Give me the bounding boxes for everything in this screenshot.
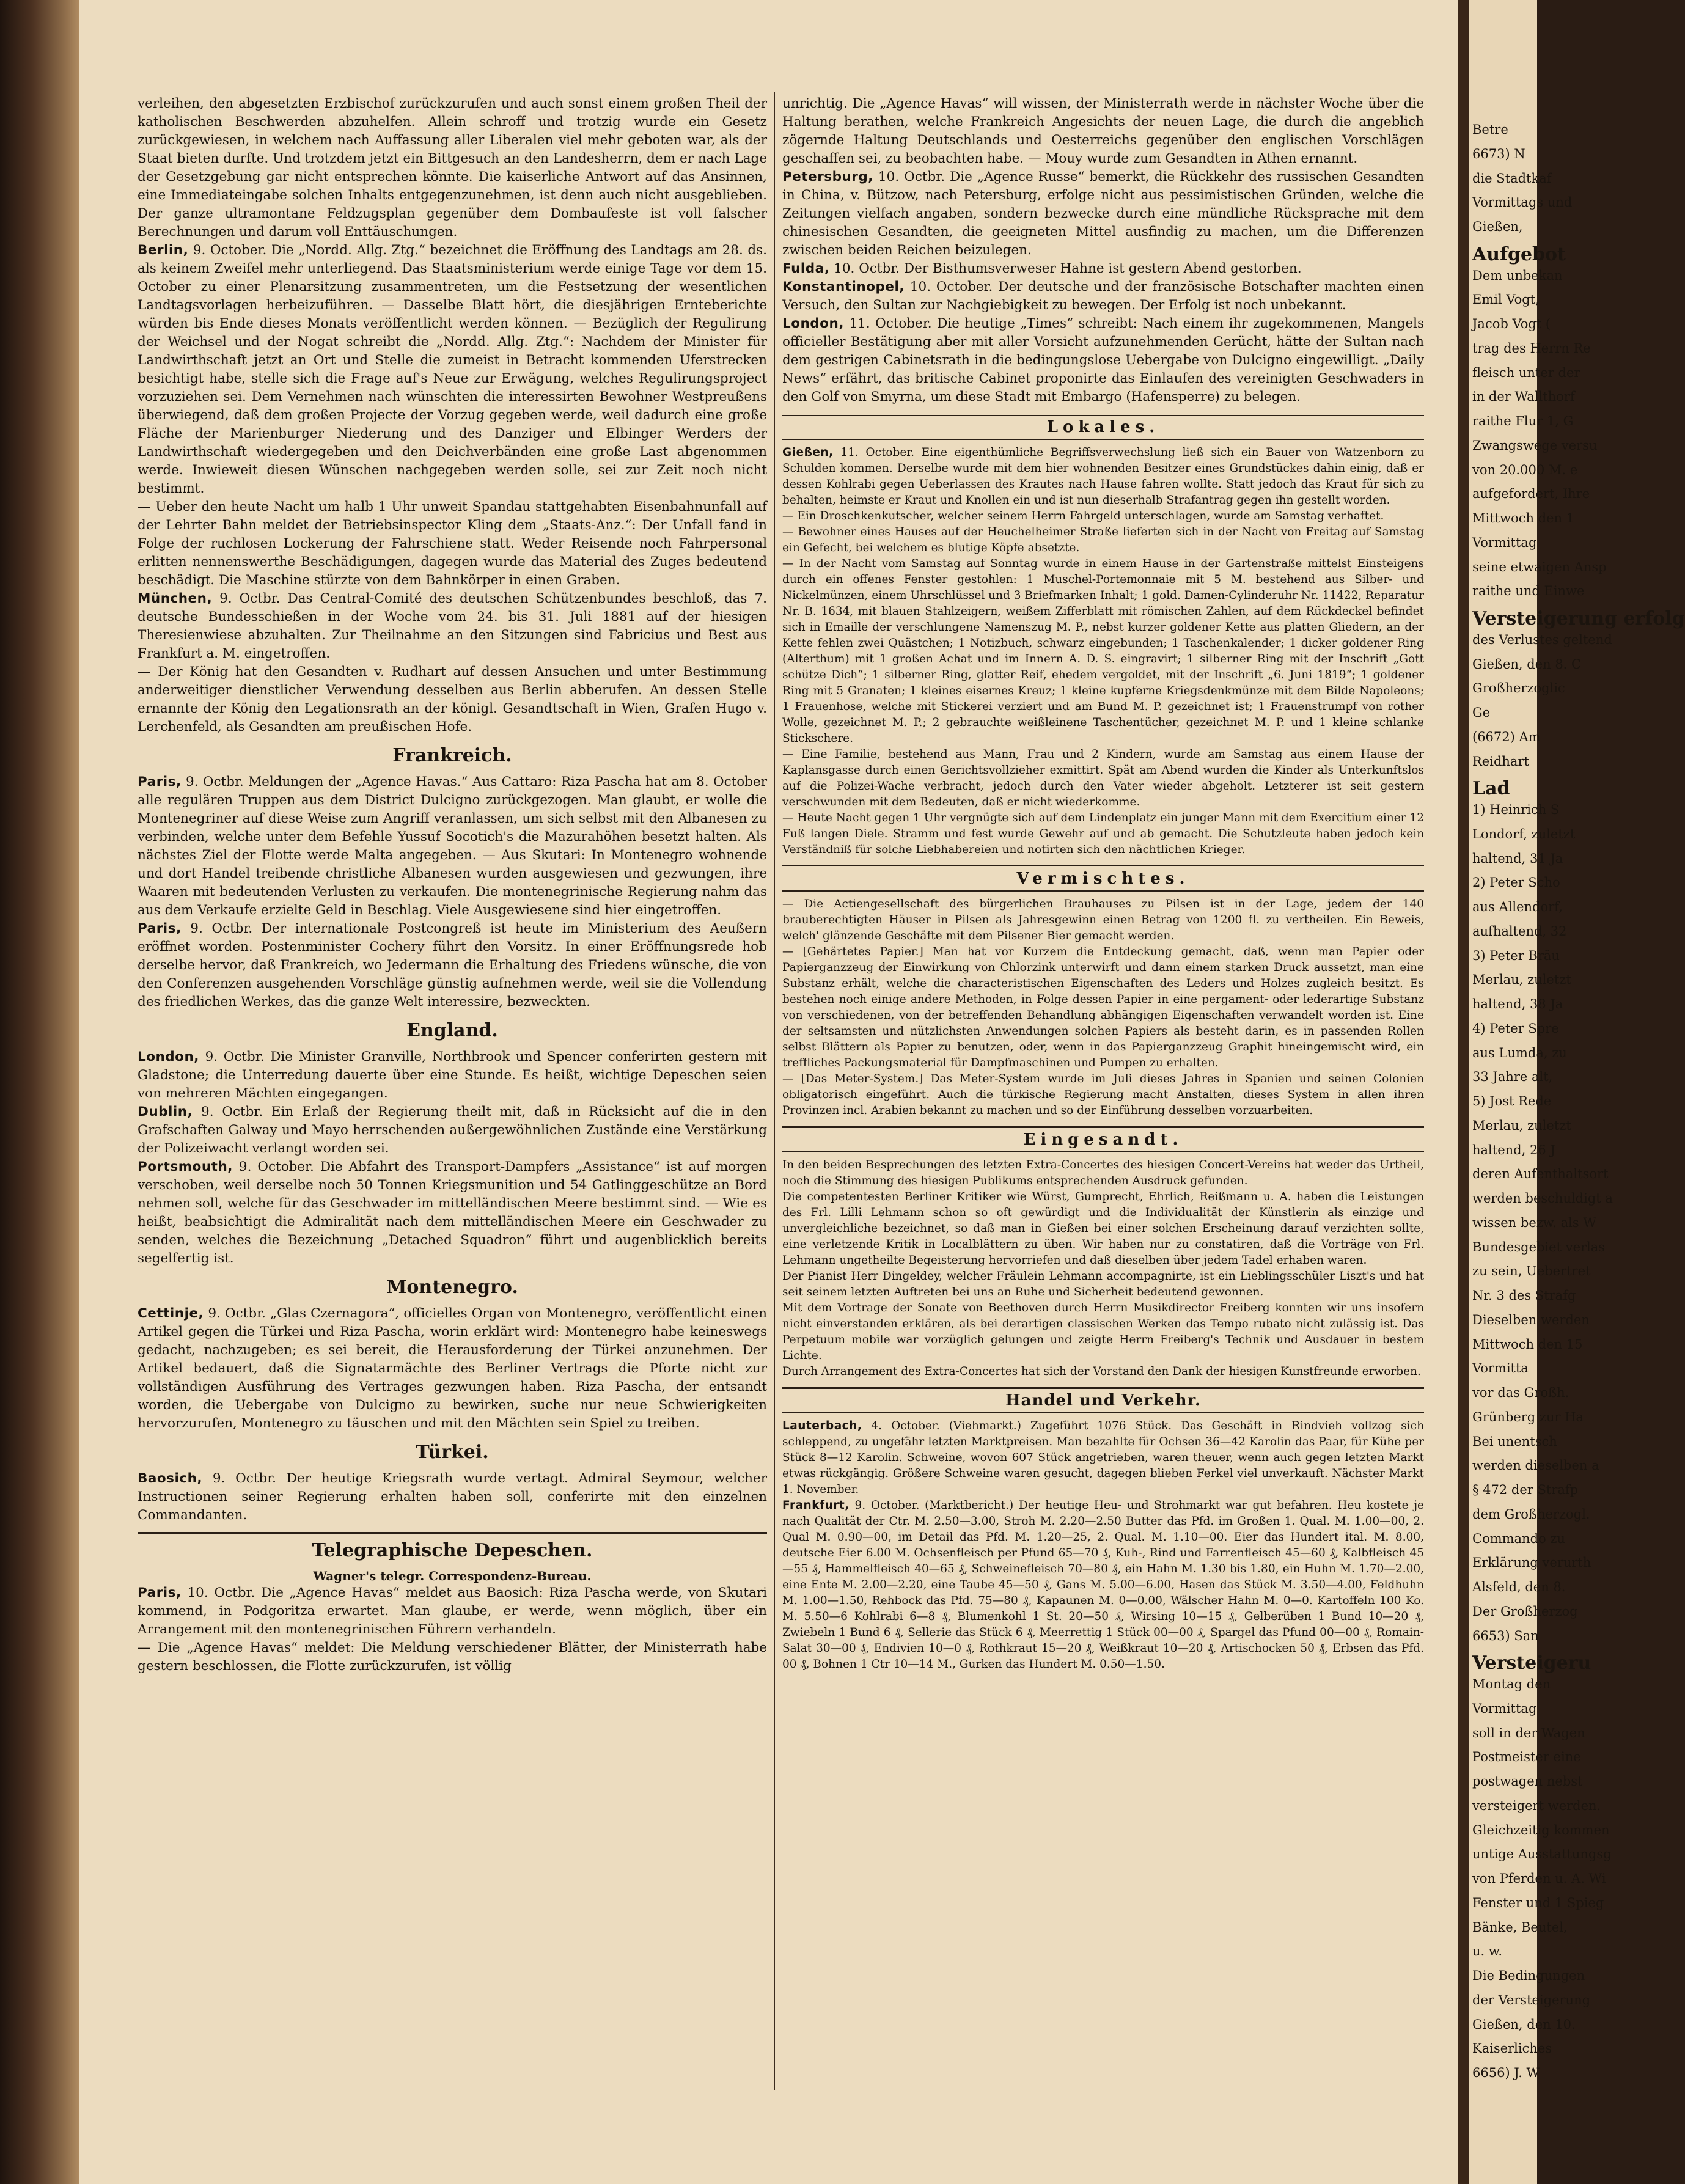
adjacent-page-fragment: Versteigerung erfolg — [1472, 608, 1685, 629]
book-binding — [0, 0, 79, 2184]
dateline-giessen: Gießen, — [782, 446, 834, 459]
section-heading-england: England. — [406, 1020, 498, 1041]
adjacent-page-fragment: Mittwoch den 1 — [1472, 511, 1575, 526]
lauterbach-text: 4. October. (Viehmarkt.) Zugeführt 1076 Stück. Das Geschäft in Rindvieh vollzog sich schleppend, zu ungefähr letzten Marktpreisen. Man bezahlte für Ochsen 36—42 Karolin das Paar, für Kühe per Stück 8—12 Karolin. Schweine, wovon 607 Stück angetrieben, waren theuer, wenn auch gegen letzten Markt etwas rückgängig. Größere Schweine waren gesucht, dagegen blieben Ferkel viel unverkauft. Nächster Markt 1. November. — [782, 1420, 1424, 1496]
dateline-fulda: Fulda, — [782, 261, 830, 276]
adjacent-page-fragment: 33 Jahre alt, — [1472, 1069, 1553, 1084]
adjacent-page-fragment: zu sein, Uebertret — [1472, 1264, 1591, 1278]
adjacent-page-fragment: raithe und Einwe — [1472, 584, 1585, 598]
adjacent-page-fragment: 6673) N — [1472, 147, 1525, 161]
vermischtes-section — [782, 896, 1424, 1119]
intro-paragraph: verleihen, den abgesetzten Erzbischof zurückzurufen und auch sonst einem großen Theil der katholischen Beschwerden abzuhelfen. Allein schroff und trotzig wurde ein Gesetz zurückgewiesen, in welchem nach Auffassung aller Liberalen viel mehr geboten war, als der Staat bieten durfte. Und trotzdem jetzt ein Bittgesuch an den Landesherrn, dem er nach Lage der Gesetzgebung gar nicht entsprechen könnte. Die kaiserliche Antwort auf das Ansinnen, eine Immediateingabe solchen Inhalts entgegenzunehmen, ist denn auch nicht ausgeblieben. Der ganze ultramontane Feldzugsplan gegenüber dem Dombaufeste ist voll falscher Berechnungen und darum voll Enttäuschungen. — [138, 96, 767, 240]
muenchen-text: 9. Octbr. Das Central-Comité des deutschen Schützenbundes beschloß, das 7. deutsche Bundesschießen in der Woche vom 24. bis 31. Juli 1881 auf der hiesigen Theresienwiese abzuhalten. Zur Theilnahme an den Sitzungen sind Fabricius und Best aus Frankfurt a. M. eingetroffen. — [138, 591, 767, 661]
adjacent-page-fragment: haltend, 26 J — [1472, 1143, 1555, 1157]
adjacent-page-fragment: Grünberg zur Ha — [1472, 1410, 1584, 1424]
adjacent-page-fragment: Commando zu — [1472, 1531, 1565, 1546]
lokales-item: — Ein Droschkenkutscher, welcher seinem Herrn Fahrgeld unterschlagen, wurde am Samstag verhaftet. — [782, 510, 1384, 522]
adjacent-page-fragment: Vormittags und — [1472, 195, 1573, 210]
adjacent-page-fragment: Gleichzeitig kommen — [1472, 1823, 1610, 1838]
news-item-paris-1 — [138, 773, 767, 920]
adjacent-page-fragment: deren Aufenthaltsort — [1472, 1167, 1609, 1181]
adjacent-page-fragment: fleisch unter der — [1472, 365, 1580, 380]
petersburg-text: 10. Octbr. Die „Agence Russe“ bemerkt, die Rückkehr des russischen Gesandten in China, v. Bützow, nach Petersburg, erfolge nicht aus pessimistischen Gründen, welche die Zeitungen vielfach angaben, sondern bezwecke durch eine mündliche Rücksprache mit dem chinesischen Gesandten, die geeigneten Mittel ausfindig zu machen, um die Differenzen zwischen beiden Reichen beizulegen. — [782, 169, 1424, 258]
london-1-text: 9. Octbr. Die Minister Granville, Northbrook und Spencer conferirten gestern mit Gladstone; die Unterredung dauerte über eine Stunde. Es heißt, wichtige Depeschen seien von mehreren Mächten eingegangen. — [138, 1049, 768, 1101]
adjacent-page-fragment: Lad — [1472, 778, 1510, 799]
adjacent-page-fragment: Bundesgebiet verlas — [1472, 1240, 1606, 1255]
dateline-london-2: London, — [782, 316, 844, 331]
adjacent-page-fragment: trag des Herrn Re — [1472, 341, 1591, 356]
adjacent-page-fragment: 5) Jost Rede — [1472, 1094, 1552, 1108]
adjacent-page-fragment: Merlau, zuletzt — [1472, 1118, 1571, 1133]
news-item-konstantinopel — [782, 278, 1424, 315]
column-divider — [774, 92, 775, 2090]
adjacent-page-fragment: Montag den — [1472, 1677, 1551, 1691]
news-item-cettinje — [138, 1305, 767, 1433]
adjacent-page-fragment: Emil Vogt, — [1472, 292, 1540, 307]
adjacent-page-fragment: soll in der Wagen — [1472, 1726, 1585, 1740]
paris-2-text: 9. Octbr. Der internationale Postcongreß ist heute im Ministerium des Aeußern eröffnet worden. Postenminister Cochery führt den Vorsitz. In einer Eröffnungsrede hob derselbe hervor, daß Frankreich, wo Jedermann die Erhaltung des Friedens wünsche, die von den Conferenzen ausgehenden Vorschläge günstig aufnehmen werde, weil sie die Vollendung des friedlichen Werkes, das die ganze Welt interessire, bezweckten. — [138, 921, 767, 1010]
news-item-spandau: — Ueber den heute Nacht um halb 1 Uhr unweit Spandau stattgehabten Eisenbahnunfall auf der Lehrter Bahn meldet der Betriebsinspector Kling dem „Staats-Anz.“: Der Unfall fand in Folge der ruchlosen Lockerung der Fahrschiene statt. Weder Reisende noch Fahrpersonal erlitten nennenswerthe Beschädigungen, dagegen wurde das Material des Zuges bedeutend beschädigt. Die Maschine stürzte von dem Bahnkörper in einen Graben. — [138, 499, 767, 588]
paris-3-text: 10. Octbr. Die „Agence Havas“ meldet aus Baosich: Riza Pascha werde, von Skutari kommend, in Podgoritza erwartet. Man glaube, er werde, wenn möglich, über ein Arrangement mit den montenegrinischen Führern verhandeln. — [138, 1585, 767, 1637]
handel-section — [782, 1418, 1424, 1673]
adjacent-page-fragment: Gießen, — [1472, 219, 1523, 234]
adjacent-page-fragment: dem Großherzogl. — [1472, 1507, 1590, 1522]
eingesandt-paragraph: Durch Arrangement des Extra-Concertes hat sich der Vorstand den Dank der hiesigen Kunstfreunde erworben. — [782, 1365, 1421, 1378]
dateline-berlin: Berlin, — [138, 243, 189, 258]
news-item-paris-2 — [138, 920, 767, 1011]
right-column — [782, 95, 1424, 1673]
adjacent-page-fragment: Nr. 3 des Strafg — [1472, 1288, 1576, 1303]
dateline-konstantinopel: Konstantinopel, — [782, 279, 905, 295]
adjacent-page-fragment: Bänke, Beutel, — [1472, 1920, 1568, 1935]
adjacent-page-fragment: werden dieselben a — [1472, 1458, 1599, 1473]
portsmouth-text: 9. October. Die Abfahrt des Transport-Dampfers „Assistance“ ist auf morgen verschoben, weil derselbe noch 50 Tonnen Kriegsmunition und 54 Gatlinggeschütze an Bord nehmen soll, welche für das Geschwader im mittelländischen Meere bestimmt sind. — Wie es heißt, beabsichtigt die Admiralität nach dem mittelländischen Meere ein Geschwader zu senden, welches die Bezeichnung „Detached Squadron“ führt und augenblicklich bereits segelfertig ist. — [138, 1159, 767, 1266]
adjacent-page-fragment: Gießen, den 8. C — [1472, 657, 1582, 672]
dateline-frankfurt: Frankfurt, — [782, 1499, 850, 1512]
adjacent-page-fragment: aufgefordert, Ihre — [1472, 486, 1590, 501]
adjacent-page-fragment: Der Großherzog — [1472, 1604, 1578, 1619]
news-item-baosich — [138, 1470, 767, 1525]
adjacent-page-fragment: Londorf, zuletzt — [1472, 827, 1576, 841]
dateline-dublin: Dublin, — [138, 1104, 193, 1119]
london-2-text: 11. October. Die heutige „Times“ schreibt: Nach einem ihr zugekommenen, Mangels officieller Bestätigung aber mit aller Vorsicht aufzunehmenden Gerücht, hätte der Sultan nach dem gestrigen Cabinetsrath in die bedingungslose Uebergabe von Dulcigno eingewilligt. „Daily News“ erfährt, das britische Cabinet proponirte das Einlaufen des vereinigten Geschwaders in den Golf von Smyrna, um diese Stadt mit Embargo (Hafensperre) zu belegen. — [782, 316, 1424, 405]
adjacent-page-fragment: postwagen nebst — [1472, 1774, 1583, 1789]
adjacent-page-fragment: vor das Großh. — [1472, 1385, 1569, 1400]
news-item-dublin — [138, 1103, 767, 1158]
adjacent-page-fragment: Reidhart — [1472, 754, 1529, 769]
vermischtes-item: — [Gehärtetes Papier.] Man hat vor Kurzem die Entdeckung gemacht, daß, wenn man Papier oder Papierganzzeug der Einwirkung von Chlorzink unterwirft und dann einem starken Druck aussetzt, man eine Substanz erhält, welche die characteristischen Eigenschaften des Leders und Holzes zugleich besitzt. Es bestehen noch einige andere Methoden, in Folge dessen Papier in eine pergament- oder lederartige Substanz von verschiedenen, von der betreffenden Behandlung abhängigen Eigenschaften verwandelt worden ist. Eine der seltsamsten und nützlichsten Anwendungen solchen Papiers als besteht darin, es in passenden Rollen selbst Blättern als Papier zu benutzen, oder, wenn in das Papierganzzeug Graphit hineingemischt wird, ein treffliches Packungsmaterial für Dampfmaschinen und Pumpen zu erhalten. — [782, 945, 1424, 1069]
news-item-london-2 — [782, 315, 1424, 406]
adjacent-page-fragment: der Versteigerung — [1472, 1993, 1591, 2007]
vermischtes-item: — Die Actiengesellschaft des bürgerlichen Brauhauses zu Pilsen ist in der Lage, jedem der 140 brauberechtigten Häuser in Pilsen als Jahresgewinn einen Betrag von 1200 fl. zu vertheilen. Ein Beweis, welch' glänzende Geschäfte mit dem Pilsener Bier gemacht werden. — [782, 898, 1424, 942]
adjacent-page-fragment: haltend, 38 Ja — [1472, 997, 1563, 1011]
berlin-text: 9. October. Die „Nordd. Allg. Ztg.“ bezeichnet die Eröffnung des Landtags am 28. ds. als keinem Zweifel mehr unterliegend. Das Staatsministerium werde einige Tage vor dem 15. October zu einer Plenarsitzung zusammentreten, um die Festsetzung der wesentlichen Landtagsvorlagen herbeizuführen. — Dasselbe Blatt hört, die diesjährigen Ernteberichte würden bis Ende dieses Monats veröffentlicht werden können. — Bezüglich der Regulirung der Weichsel und der Nogat schreibt die „Nordd. Allg. Ztg.“: Nachdem der Minister für Landwirthschaft jetzt an Ort und Stelle die zumeist in Betracht kommenden Uferstrecken besichtigt habe, stelle sich die Frage auf's Neue zur Erwägung, welches Regulirungsproject vorzuziehen sei. Dem Vernehmen nach wünschten die interessirten Bewohner Westpreußens überwiegend, daß dem großen Projecte der Vorzug gegeben werde, weil dadurch eine große Fläche der Marienburger Niederung und des Danziger und Elbinger Werders der Landwirthschaft wiedergegeben und den Deichverbänden eine große Last abgenommen werde. Inwieweit diesen Wünschen nachgegeben werden solle, sei zur Zeit noch nicht bestimmt. — [138, 243, 767, 496]
news-item-koenig: — Der König hat den Gesandten v. Rudhart auf dessen Ansuchen und unter Bestimmung anderweitiger dienstlicher Verwendung desselben aus Berlin abberufen. An dessen Stelle ernannte der König den Legationsrath an der königl. Gesandtschaft in Wien, Grafen Hugo v. Lerchenfeld, als Gesandten am preußischen Hofe. — [138, 664, 767, 735]
adjacent-page-fragment: untige Ausstattungsg — [1472, 1847, 1612, 1861]
frankfurt-text: 9. October. (Marktbericht.) Der heutige Heu- und Strohmarkt war gut befahren. Heu kostete je nach Qualität der Ctr. M. 2.50—3.00, Stroh M. 2.20—2.50 Butter das Pfd. im Großen 1. Qual. M. 1.00—00, 2. Qual M. 0.90—00, im Detail das Pfd. M. 1.20—25, 2. Qual. M. 1.10—00. Eier das Hundert ital. M. 8.00, deutsche Eier 6.00 M. Ochsenfleisch per Pfund 65—70 ₰, Kuh-, Rind und Farrenfleisch 45—60 ₰, Kalbfleisch 45—55 ₰, Hammelfleisch 40—65 ₰, Schweinefleisch 70—80 ₰, ein Hahn M. 1.30 bis 1.80, ein Huhn M. 1.70—2.00, eine Ente M. 2.00—2.20, eine Taube 45—50 ₰, Gans M. 5.00—6.00, Hasen das Stück M. 3.50—4.00, Feldhuhn M. 1.00—1.50, Rehbock das Pfd. 75—80 ₰, Kapaunen M. 0—0.00, Wälscher Hahn M. 0—0. Kartoffeln 100 Ko. M. 5.50—6 Kohlrabi 6—8 ₰, Blumenkohl 1 St. 20—50 ₰, Wirsing 10—15 ₰, Gelberüben 1 Bund 10—20 ₰, Zwiebeln 1 Bund 6 ₰, Sellerie das Stück 6 ₰, Meerrettig 1 Stück 00—00 ₰, Spargel das Pfund 00—00 ₰, Romain-Salat 30—00 ₰, Endivien 10—0 ₰, Rothkraut 15—20 ₰, Weißkraut 10—20 ₰, Artischocken 50 ₰, Erbsen das Pfd. 00 ₰, Bohnen 1 Ctr 10—14 M., Gurken das Hundert M. 0.50—1.50. — [782, 1499, 1424, 1671]
adjacent-page-fragment: aus Allendorf, — [1472, 900, 1563, 914]
adjacent-page-fragment: Betre — [1472, 122, 1508, 137]
adjacent-page-fragment: von 20.000 M. e — [1472, 463, 1578, 477]
eingesandt-section — [782, 1157, 1424, 1380]
adjacent-page-fragment: Postmeister eine — [1472, 1750, 1581, 1764]
dateline-paris-1: Paris, — [138, 774, 182, 790]
dateline-baosich: Baosich, — [138, 1471, 203, 1486]
news-item-muenchen — [138, 590, 767, 663]
adjacent-page-edge — [1469, 0, 1685, 2184]
adjacent-page-fragment: 1) Heinrich S — [1472, 802, 1560, 817]
eingesandt-paragraph: In den beiden Besprechungen des letzten Extra-Concertes des hiesigen Concert-Vereins hat weder das Urtheil, noch die Stimmung des hiesigen Publikums entsprechenden Ausdruck gefunden. — [782, 1159, 1424, 1187]
adjacent-page-fragment: Mittwoch den 15 — [1472, 1337, 1583, 1352]
dateline-london-1: London, — [138, 1049, 199, 1065]
page-gutter — [1458, 0, 1469, 2184]
adjacent-page-fragment: Ge — [1472, 705, 1491, 720]
adjacent-page-fragment: seine etwaigen Ansp — [1472, 560, 1607, 574]
adjacent-page-fragment: raithe Flur 1, G — [1472, 414, 1574, 428]
adjacent-page-fragment: Alsfeld, den 8. — [1472, 1580, 1566, 1594]
adjacent-page-fragment: § 472 der Strafp — [1472, 1482, 1579, 1497]
fulda-text: 10. Octbr. Der Bisthumsverweser Hahne ist gestern Abend gestorben. — [834, 261, 1302, 276]
adjacent-page-fragment: in der Wallthorf — [1472, 389, 1575, 404]
adjacent-page-fragment: versteigert werden. — [1472, 1798, 1601, 1813]
dateline-cettinje: Cettinje, — [138, 1306, 204, 1321]
baosich-text: 9. Octbr. Der heutige Kriegsrath wurde vertagt. Admiral Seymour, welcher Instructionen seiner Regierung erhalten haben soll, conferirte mit den einzelnen Commandanten. — [138, 1471, 767, 1523]
adjacent-page-fragment: des Verlustes geltend — [1472, 632, 1612, 647]
section-heading-lokales: Lokales. — [782, 414, 1424, 440]
lokales-item: — Eine Familie, bestehend aus Mann, Frau und 2 Kindern, wurde am Samstag aus einem Hause der Kaplansgasse durch einen Gerichtsvollzieher exmittirt. Spät am Abend wurden die Kinder als Unterkunftslos auf die Polizei-Wache verbracht, jedoch durch den Vater wieder abgeholt. Letzterer ist seit gestern verschwunden mit dem Bedeuten, daß er nicht wiederkomme. — [782, 748, 1424, 808]
eingesandt-paragraph: Die competentesten Berliner Kritiker wie Würst, Gumprecht, Ehrlich, Reißmann u. A. haben die Leistungen des Frl. Lilli Lehmann schon so oft gewürdigt und die Individualität der Künstlerin als einzige und unvergleichliche bezeichnet, so daß man in Gießen bei einer solchen Erscheinung darauf verzichten sollte, eine verletzende Kritik in Localblättern zu üben. Wir haben nur zu constatiren, daß die Vorträge von Frl. Lehmann ungetheilte Begeisterung hervorriefen und daß dieselben über jedem Tadel erhaben waren. — [782, 1190, 1424, 1267]
section-heading-frankreich: Frankreich. — [392, 745, 512, 766]
vermischtes-item: — [Das Meter-System.] Das Meter-System wurde im Juli dieses Jahres in Spanien und seinen Colonien obligatorisch eingeführt. Auch die türkische Regierung macht Anstalten, dieses System in allen ihren Provinzen incl. Arabien bekannt zu machen und so der Einführung desselben vorzuarbeiten. — [782, 1072, 1424, 1117]
adjacent-page-fragment: 2) Peter Scho — [1472, 875, 1560, 890]
adjacent-page-fragment: Die Bedingungen — [1472, 1968, 1585, 1983]
news-item-lauterbach — [782, 1418, 1424, 1498]
news-item-petersburg — [782, 168, 1424, 260]
adjacent-page-fragment: Zwangswege versu — [1472, 438, 1598, 453]
konstantinopel-text: 10. October. Der deutsche und der französische Botschafter machten einen Versuch, den Sultan zur Nachgiebigkeit zu bewegen. Der Erfolg ist noch unbekannt. — [782, 279, 1424, 313]
news-item-frankfurt — [782, 1498, 1424, 1673]
adjacent-page-fragment: werden beschuldigt a — [1472, 1191, 1613, 1206]
adjacent-page-fragment: aufhaltend, 32 — [1472, 924, 1567, 939]
lokales-item: — In der Nacht vom Samstag auf Sonntag wurde in einem Hause in der Gartenstraße mittelst Einsteigens durch ein offenes Fenster gestohlen: 1 Muschel-Portemonnaie mit 5 M. bestehend aus Silber- und Nickelmünzen, einem Uhrschlüssel und 3 Briefmarken Inhalt; 1 gold. Damen-Cylinderuhr Nr. 11422, Reparatur Nr. B. 1634, mit blauen Stahlzeigern, weißem Zifferblatt mit römischen Zahlen, auf dem Rückdeckel befindet sich in Emaille der verschlungene Namenszug M. P., nebst kurzer goldener Kette aus platten Gliedern, an der Kette fehlen zwei Quästchen; 1 Notizbuch, schwarz eingebunden; 1 Taschenkalender; 1 dicker goldener Ring (Alterthum) mit 1 großen Achat und im Innern A. D. S. eingravirt; 1 silberner Ring mit der Inschrift „Gott schütze Dich“; 1 silberner Ring, glatter Reif, ehedem vergoldet, mit der Inschrift „6. Juni 1819“; 1 goldener Ring mit 5 Granaten; 1 kleines eisernes Kreuz; 1 kleine kupferne Kriegsdenkmünze mit dem Bilde Napoleons; 1 Frauenhose, welche mit Stickerei verziert und am Bund M. P. gezeichnet ist; 1 Frauenstrumpf von rother Wolle, gezeichnet M. P.; 2 gebrauchte weißleinene Taschentücher, gezeichnet M. P. und 1 kleine schlanke Stickschere. — [782, 557, 1424, 745]
adjacent-page-fragment: 6656) J. W — [1472, 2065, 1540, 2080]
section-heading-vermischtes: Vermischtes. — [782, 865, 1424, 892]
eingesandt-paragraph: Mit dem Vortrage der Sonate von Beethoven durch Herrn Musikdirector Freiberg konnten wir uns insofern nicht einverstanden erklären, als bei derartigen classischen Werken das Tempo rubato nicht zulässig ist. Das Perpetuum mobile war vorzüglich gelungen und zeigte Herrn Freiberg's Technik und Ausdauer in bestem Lichte. — [782, 1302, 1424, 1362]
adjacent-page-fragment: u. w. — [1472, 1944, 1503, 1959]
adjacent-page-fragment: Erklärung verurth — [1472, 1555, 1591, 1570]
continuation-paragraph: unrichtig. Die „Agence Havas“ will wissen, der Ministerrath werde in nächster Woche über die Haltung berathen, welche Frankreich Angesichts der neuen Lage, die durch die angeblich zögernde Haltung Deutschlands und Oesterreichs gegenüber den englischen Vorschlägen geschaffen sei, zu beobachten habe. — Mouy wurde zum Gesandten in Athen ernannt. — [782, 96, 1424, 166]
adjacent-page-fragment: Jacob Vogt ( — [1472, 317, 1551, 331]
lokales-section — [782, 445, 1424, 858]
news-item-havas: — Die „Agence Havas“ meldet: Die Meldung verschiedener Blätter, der Ministerrath habe gestern beschlossen, die Flotte zurückzurufen, ist völlig — [138, 1640, 767, 1674]
dateline-petersburg: Petersburg, — [782, 169, 873, 185]
dublin-text: 9. Octbr. Ein Erlaß der Regierung theilt mit, daß in Rücksicht auf die in den Grafschaften Galway und Mayo herrschenden außergewöhnlichen Zustände eine Verstärkung der Polizeiwacht verlangt worden sei. — [138, 1104, 767, 1156]
adjacent-page-fragment: von Pferden u. A. Wi — [1472, 1871, 1606, 1886]
adjacent-page-fragment: die Stadtkaf — [1472, 171, 1552, 186]
adjacent-page-fragment: haltend, 31 Ja — [1472, 851, 1563, 866]
paris-1-text: 9. Octbr. Meldungen der „Agence Havas.“ Aus Cattaro: Riza Pascha hat am 8. October alle regulären Truppen aus dem District Dulcigno zurückgezogen. Man glaubt, er wolle die Montenegriner auf diese Weise zum Angriff veranlassen, um sich selbst mit den Albanesen zu verbinden, welche unter dem Befehle Yussuf Socotich's die Mazurahöhen besetzt halten. Als nächstes Ziel der Flotte werde Malta angegeben. — Aus Skutari: In Montenegro wohnende und dort Handel treibende christliche Albanesen wurden ausgewiesen und gezwungen, ihre Waaren mit bedeutenden Verlusten zu verkaufen. Die montenegrinische Regierung nahm das aus dem Verkaufe erzielte Geld in Beschlag. Viele Ausgewiesene sind hier eingetroffen. — [138, 774, 767, 918]
news-item-fulda — [782, 260, 1424, 278]
news-item-berlin — [138, 241, 767, 498]
adjacent-page-fragment: Gießen, den 10. — [1472, 2017, 1576, 2032]
dateline-paris-3: Paris, — [138, 1585, 182, 1600]
adjacent-page-fragment: Versteigeru — [1472, 1652, 1591, 1674]
giessen-text: 11. October. Eine eigenthümliche Begriffsverwechslung ließ sich ein Bauer von Watzenborn zu Schulden kommen. Derselbe wurde mit dem hier wohnenden Besitzer eines Grundstückes dahin einig, daß er dessen Kohlrabi gegen Ueberlassen des Krautes nach Hause fahren wollte. Statt jedoch das Kraut für sich zu behalten, heimste er Kraut und Knollen ein und ist nun dieserhalb Strafantrag gegen ihn gestellt worden. — [782, 446, 1424, 507]
adjacent-page-fragment: Bei unentsch — [1472, 1434, 1557, 1449]
dateline-paris-2: Paris, — [138, 921, 182, 936]
left-column — [138, 95, 767, 1676]
section-heading-montenegro: Montenegro. — [386, 1277, 518, 1298]
adjacent-page-fragment: Merlau, zuletzt — [1472, 972, 1571, 987]
adjacent-page-fragment: Fenster und 1 Spieg — [1472, 1896, 1604, 1910]
eingesandt-paragraph: Der Pianist Herr Dingeldey, welcher Fräulein Lehmann accompagnirte, ist ein Lieblingsschüler Liszt's und hat seit seinem letzten Auftreten bei uns an Ruhe und Sicherheit bedeutend gewonnen. — [782, 1270, 1424, 1299]
adjacent-page-fragment: 3) Peter Bräu — [1472, 948, 1560, 963]
adjacent-page-fragment: (6672) Am — [1472, 730, 1541, 744]
adjacent-page-fragment: Dem unbekan — [1472, 268, 1563, 283]
dateline-muenchen: München, — [138, 591, 213, 606]
news-item-giessen — [782, 445, 1424, 508]
adjacent-page-fragment: Aufgebot — [1472, 244, 1566, 265]
cettinje-text: 9. Octbr. „Glas Czernagora“, officielles Organ von Montenegro, veröffentlicht einen Artikel gegen die Türkei und Riza Pascha, worin erklärt wird: Montenegro habe keineswegs gedacht, nachzugeben; es sei bereit, die Herausforderung der Türkei anzunehmen. Der Artikel bedauert, daß die Signatarmächte des Berliner Vertrags die Pforte nicht zur vollständigen Ausführung des Vertrages gezwungen haben. Riza Pascha, der entsandt worden, die Uebergabe von Dulcigno zu bewirken, suche nur neue Schwierigkeiten hervorzurufen, Montenegro zu täuschen und mit den Mächten sein Spiel zu treiben. — [138, 1306, 767, 1431]
section-heading-handel: Handel und Verkehr. — [782, 1387, 1424, 1413]
adjacent-page-fragment: Kaiserliches — [1472, 2041, 1552, 2056]
newspaper-page — [79, 0, 1458, 2184]
dateline-portsmouth: Portsmouth, — [138, 1159, 233, 1174]
lokales-item: — Bewohner eines Hauses auf der Heuchelheimer Straße lieferten sich in der Nacht von Freitag auf Samstag ein Gefecht, bei welchem es blutige Köpfe absetzte. — [782, 526, 1424, 554]
adjacent-page-fragment: Vormittag — [1472, 1701, 1537, 1716]
adjacent-page-fragment: 4) Peter Spre — [1472, 1021, 1559, 1036]
news-item-paris-3 — [138, 1584, 767, 1639]
adjacent-page-fragment: wissen bezw. als W — [1472, 1215, 1596, 1230]
section-subheading-bureau: Wagner's telegr. Correspondenz-Bureau. — [313, 1569, 592, 1583]
adjacent-page-fragment: Vormittag — [1472, 535, 1537, 550]
section-heading-tuerkei: Türkei. — [416, 1442, 489, 1463]
adjacent-page-fragment: Dieselben werden — [1472, 1313, 1590, 1327]
adjacent-page-fragment: Großherzoglic — [1472, 681, 1565, 695]
adjacent-page-fragment: 6653) San — [1472, 1629, 1539, 1643]
news-item-london-1 — [138, 1048, 767, 1103]
news-item-portsmouth — [138, 1158, 767, 1268]
dateline-lauterbach: Lauterbach, — [782, 1420, 862, 1432]
adjacent-page-fragment: Vormitta — [1472, 1361, 1529, 1376]
section-heading-telegraphische-depeschen: Telegraphische Depeschen. — [312, 1540, 593, 1561]
section-heading-eingesandt: Eingesandt. — [782, 1126, 1424, 1152]
lokales-item: — Heute Nacht gegen 1 Uhr vergnügte sich auf dem Lindenplatz ein junger Mann mit dem Exercitium einer 12 Fuß langen Diele. Stramm und fest wurde Gewehr auf und ab gemacht. Die Schutzleute haben jedoch kein Verständniß für solche Liebhabereien und notirten sich den nächtlichen Krieger. — [782, 812, 1424, 856]
section-rule — [138, 1532, 767, 1534]
adjacent-page-fragment: aus Lumda, zu — [1472, 1046, 1567, 1060]
